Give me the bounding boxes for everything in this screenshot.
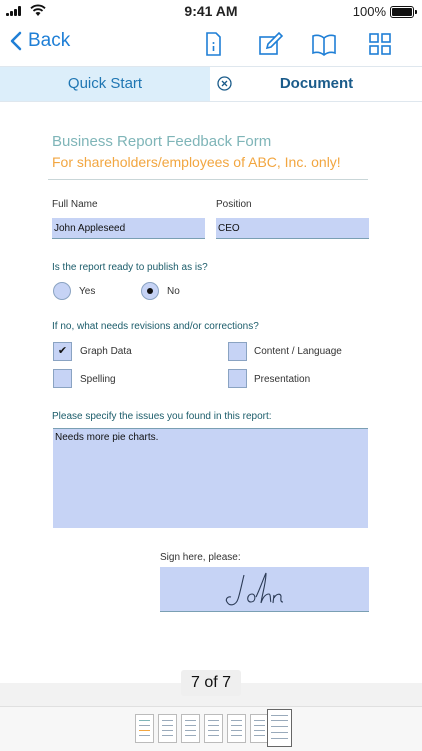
grid-icon[interactable] (366, 30, 394, 58)
checkmark-icon: ✔ (57, 345, 68, 357)
radio-yes[interactable] (53, 282, 71, 300)
battery-percentage: 100% (352, 4, 386, 19)
thumbnail-bar (0, 706, 422, 751)
title-divider (48, 179, 368, 180)
revisions-question: If no, what needs revisions and/or corrections? (52, 321, 259, 332)
checkbox-graph-data-label: Graph Data (80, 346, 132, 357)
page-thumbnail[interactable] (135, 714, 154, 743)
bookmarks-icon[interactable] (310, 30, 338, 58)
document-info-icon[interactable] (199, 30, 227, 58)
radio-yes-label: Yes (79, 286, 96, 297)
page-thumbnail[interactable] (227, 714, 246, 743)
signature-label: Sign here, please: (160, 552, 241, 563)
tab-quick-start[interactable]: Quick Start (0, 67, 210, 101)
battery-icon (390, 6, 414, 18)
checkbox-content-language[interactable] (228, 342, 247, 361)
page-thumbnail-active[interactable] (267, 709, 292, 747)
page-indicator: 7 of 7 (181, 670, 241, 696)
checkbox-content-language-label: Content / Language (254, 346, 342, 357)
full-name-label: Full Name (52, 199, 98, 210)
checkbox-spelling-label: Spelling (80, 374, 116, 385)
radio-no-label: No (167, 286, 180, 297)
tab-document[interactable]: Document (279, 75, 354, 92)
page-thumbnail[interactable] (181, 714, 200, 743)
edit-icon[interactable] (256, 30, 284, 58)
issues-textarea[interactable]: Needs more pie charts. (53, 428, 368, 528)
page-thumbnail[interactable] (204, 714, 223, 743)
checkbox-presentation[interactable] (228, 369, 247, 388)
navigation-bar (0, 22, 422, 66)
signature-field[interactable] (160, 567, 369, 612)
tab-bar (0, 66, 422, 102)
status-time: 9:41 AM (184, 3, 238, 19)
handwritten-signature (222, 569, 302, 611)
back-button[interactable] (10, 30, 70, 52)
form-title: Business Report Feedback Form (52, 133, 272, 150)
checkbox-presentation-label: Presentation (254, 374, 311, 385)
full-name-field[interactable]: John Appleseed (52, 218, 205, 239)
page-thumbnail[interactable] (158, 714, 177, 743)
chevron-left-icon (10, 31, 22, 51)
checkbox-spelling[interactable] (53, 369, 72, 388)
position-label: Position (216, 199, 252, 210)
issues-question: Please specify the issues you found in this report: (52, 411, 272, 422)
status-bar (0, 0, 422, 22)
position-field[interactable]: CEO (216, 218, 369, 239)
checkbox-graph-data[interactable] (53, 342, 72, 361)
radio-no[interactable] (141, 282, 159, 300)
form-subtitle: For shareholders/employees of ABC, Inc. only! (52, 154, 341, 170)
back-label: Back (28, 30, 71, 51)
ready-question: Is the report ready to publish as is? (52, 262, 208, 273)
